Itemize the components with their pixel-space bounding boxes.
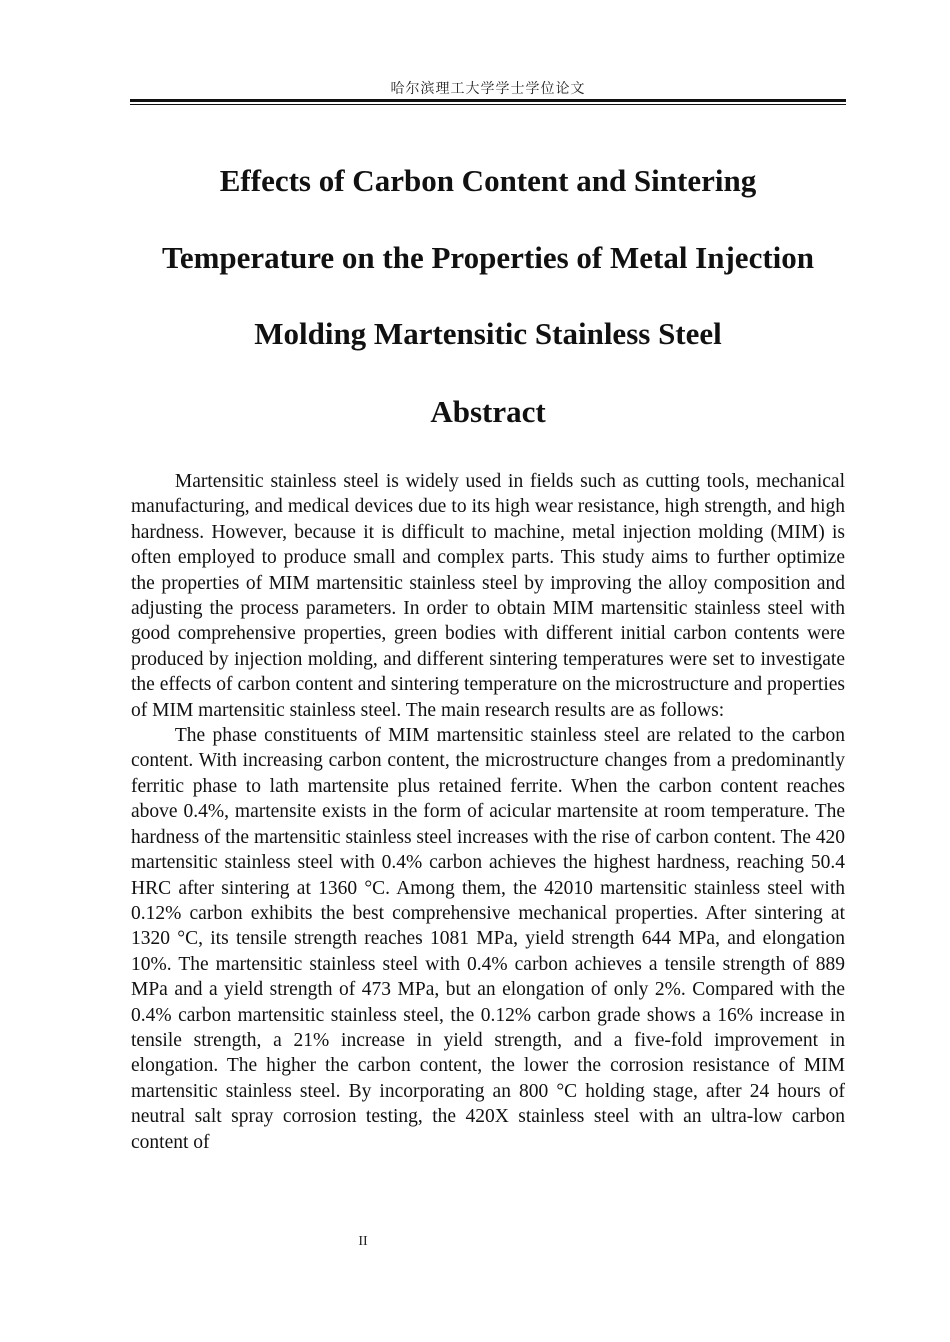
abstract-paragraph: Martensitic stainless steel is widely used in fields such as cutting tools, mechanical manufacturing, and medical devices due to its high wear resistance, high strength, and high hardness. However, because it is difficult to machine, metal injection molding (MIM) is often employed to produce small and complex parts. This study aims to further optimize the properties of MIM martensitic stainless steel by improving the alloy composition and adjusting the process parameters. In order to obtain MIM martensitic stainless steel with good comprehensive properties, green bodies with different initial carbon contents were produced by injection molding, and different sintering temperatures were set to investigate the effects of carbon content and sintering temperature on the microstructure and properties of MIM martensitic stainless steel. The main research results are as follows: bbox=[131, 471, 845, 721]
abstract-paragraph: The phase constituents of MIM martensitic stainless steel are related to the carbon content. With increasing carbon content, the microstructure changes from a predominantly ferritic phase to lath martensite plus retained ferrite. When the carbon content reaches above 0.4%, martensite exists in the form of acicular martensite at room temperature. The hardness of the martensitic stainless steel increases with the rise of carbon content. The 420 martensitic stainless steel with 0.4% carbon achieves the highest hardness, reaching 50.4 HRC after sintering at 1360 °C. Among them, the 42010 martensitic stainless steel with 0.12% carbon exhibits the best comprehensive mechanical properties. After sintering at 1320 °C, its tensile strength reaches 1081 MPa, yield strength 644 MPa, and elongation 10%. The martensitic stainless steel with 0.4% carbon achieves a tensile strength of 889 MPa and a yield strength of 473 MPa, but an elongation of only 2%. Compared with the 0.4% carbon martensitic stainless steel, the 0.12% carbon grade shows a 16% increase in tensile strength, a 21% increase in yield strength, and a five-fold improvement in elongation. The higher the carbon content, the lower the corrosion resistance of MIM martensitic stainless steel. By incorporating an 800 °C holding stage, after 24 hours of neutral salt spray corrosion testing, the 420X stainless steel with an ultra-low carbon content of bbox=[131, 725, 845, 1153]
abstract-body bbox=[131, 469, 845, 1155]
header-rule-thick bbox=[130, 99, 846, 102]
title-line: Effects of Carbon Content and Sintering bbox=[219, 163, 757, 198]
title-line: Temperature on the Properties of Metal Injection bbox=[161, 239, 814, 275]
page-number: II bbox=[358, 1234, 368, 1249]
abstract-heading: Abstract bbox=[430, 394, 546, 429]
running-header: 哈尔滨理工大学学士学位论文 bbox=[390, 81, 586, 97]
header-rule-thin bbox=[130, 104, 846, 105]
thesis-title bbox=[130, 143, 846, 373]
title-line: Molding Martensitic Stainless Steel bbox=[254, 316, 722, 351]
